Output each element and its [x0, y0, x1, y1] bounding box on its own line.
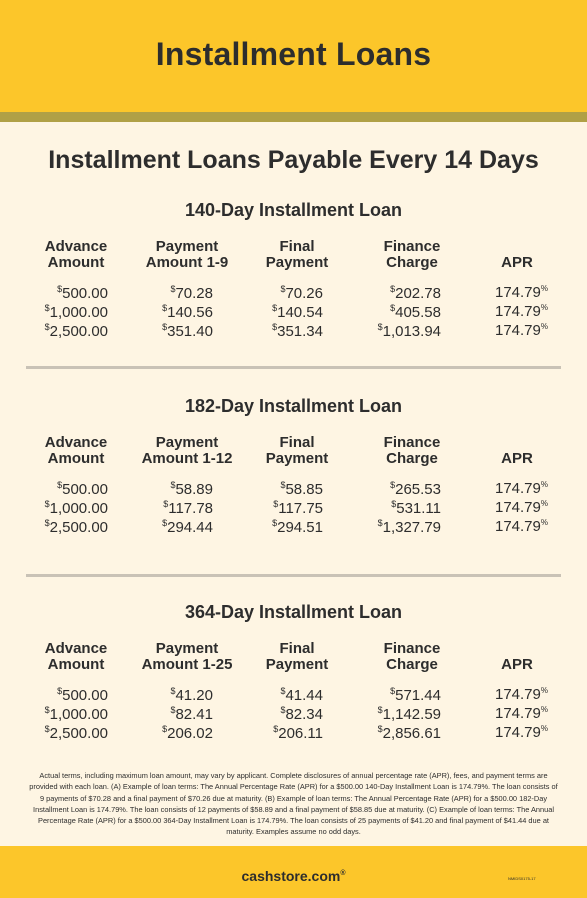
percent-symbol: % — [540, 499, 548, 508]
currency-symbol: $ — [280, 284, 286, 294]
currency-symbol: $ — [273, 724, 279, 734]
currency-symbol: $ — [44, 499, 50, 509]
percent-symbol: % — [540, 518, 548, 527]
cell-value: 70.26 — [285, 285, 323, 302]
section-divider — [26, 366, 561, 369]
section-divider — [26, 574, 561, 577]
currency-symbol: $ — [162, 724, 168, 734]
cell-value: 1,327.79 — [382, 519, 441, 536]
column-header-finance: Finance Charge — [383, 238, 441, 271]
cell-value: 500.00 — [62, 687, 108, 704]
column-header-payment: Payment Amount 1-25 — [141, 640, 233, 673]
cell-advance — [0, 514, 108, 537]
currency-symbol: $ — [377, 724, 383, 734]
currency-symbol: $ — [162, 322, 168, 332]
currency-symbol: $ — [170, 480, 176, 490]
currency-symbol: $ — [44, 303, 50, 313]
cell-value: 58.89 — [175, 481, 213, 498]
cell-value: 2,500.00 — [49, 323, 108, 340]
cell-value: 405.58 — [395, 304, 441, 321]
percent-symbol: % — [540, 686, 548, 695]
cell-value: 174.79 — [494, 724, 541, 741]
currency-symbol: $ — [170, 686, 176, 696]
column-header-apr: APR — [501, 254, 533, 271]
column-header-advance: Advance Amount — [44, 238, 108, 271]
cell-value: 174.79 — [494, 518, 541, 535]
disclosure-footnote: Actual terms, including maximum loan amount, may vary by applicant. Complete disclosures of annual percentage rate (APR), fees, and payment terms are provided with each loan. (A) Example of loan terms: The Annual Percentage Rate (APR) for a $500.00 140-Day Installment Loan is 174.79%. The loan consists of 9 payments of $70.28 and a final payment of $70.26 due at maturity. (B) Example of loan terms: The Annual Percentage Rate (APR) for a $500.00 182-Day Installment Loan is 174.79%. The loan consists of 12 payments of $58.89 and a final payment of $58.85 due at maturity. (C) Example of loan terms: The Annual Percentage Rate (APR) for a $500.00 364-Day Installment Loan is 174.79%. The loan consists of 25 payments of $41.20 and final payment of $41.44 due at maturity. Examples assume no odd days. — [29, 771, 558, 837]
cell-value: 41.44 — [285, 687, 323, 704]
cell-value: 294.51 — [277, 519, 323, 536]
cell-value: 174.79 — [494, 499, 541, 516]
loan-title: 182-Day Installment Loan — [184, 396, 403, 416]
column-header-advance: Advance Amount — [44, 640, 108, 673]
main-title: Installment Loans Payable Every 14 Days — [48, 146, 539, 174]
currency-symbol: $ — [170, 284, 176, 294]
currency-symbol: $ — [377, 322, 383, 332]
currency-symbol: $ — [390, 284, 396, 294]
cell-advance — [0, 318, 108, 341]
column-header-final: Final Payment — [265, 640, 329, 673]
cell-value: 500.00 — [62, 481, 108, 498]
cell-final — [213, 720, 323, 743]
currency-symbol: $ — [57, 686, 63, 696]
cell-value: 1,000.00 — [49, 500, 108, 517]
currency-symbol: $ — [162, 303, 168, 313]
currency-symbol: $ — [162, 518, 168, 528]
percent-symbol: % — [540, 322, 548, 331]
cell-value: 174.79 — [494, 322, 541, 339]
currency-symbol: $ — [272, 303, 278, 313]
percent-symbol: % — [540, 705, 548, 714]
cell-apr — [438, 514, 548, 536]
currency-symbol: $ — [44, 705, 50, 715]
cell-finance — [331, 318, 441, 341]
cell-value: 82.41 — [175, 706, 213, 723]
cell-value: 351.34 — [277, 323, 323, 340]
cell-apr — [438, 318, 548, 340]
currency-symbol: $ — [280, 686, 286, 696]
cell-value: 571.44 — [395, 687, 441, 704]
page-title: Installment Loans — [155, 35, 432, 72]
currency-symbol: $ — [390, 686, 396, 696]
cell-value: 2,500.00 — [49, 519, 108, 536]
currency-symbol: $ — [377, 518, 383, 528]
column-header-advance: Advance Amount — [44, 434, 108, 467]
cell-value: 1,013.94 — [382, 323, 441, 340]
percent-symbol: % — [540, 284, 548, 293]
cell-apr — [438, 720, 548, 742]
currency-symbol: $ — [273, 499, 279, 509]
cell-value: 531.11 — [396, 500, 441, 517]
currency-symbol: $ — [272, 518, 278, 528]
cell-value: 1,000.00 — [49, 706, 108, 723]
column-header-apr: APR — [501, 450, 533, 467]
cell-value: 174.79 — [494, 284, 541, 301]
cell-value: 1,142.59 — [382, 706, 441, 723]
column-header-finance: Finance Charge — [383, 640, 441, 673]
cell-value: 174.79 — [494, 303, 541, 320]
currency-symbol: $ — [390, 480, 396, 490]
cell-value: 265.53 — [395, 481, 441, 498]
percent-symbol: % — [540, 303, 548, 312]
cell-value: 351.40 — [167, 323, 213, 340]
cell-finance — [331, 720, 441, 743]
currency-symbol: $ — [170, 705, 176, 715]
currency-symbol: $ — [390, 303, 396, 313]
cell-advance — [0, 720, 108, 743]
form-code: NMIDS0175-17 — [508, 876, 536, 881]
currency-symbol: $ — [57, 480, 63, 490]
column-header-payment: Payment Amount 1-12 — [141, 434, 233, 467]
cell-value: 117.75 — [278, 500, 323, 517]
cell-value: 2,500.00 — [49, 725, 108, 742]
currency-symbol: $ — [272, 322, 278, 332]
cell-finance — [331, 514, 441, 537]
cell-value: 117.78 — [168, 500, 213, 517]
cell-value: 174.79 — [494, 705, 541, 722]
cell-final — [213, 318, 323, 341]
column-header-final: Final Payment — [265, 238, 329, 271]
cell-payment — [103, 514, 213, 537]
cell-final — [213, 514, 323, 537]
cell-value: 70.28 — [175, 285, 213, 302]
cell-payment — [103, 720, 213, 743]
cashstore-logo: cashstore.com® — [241, 868, 346, 884]
currency-symbol: $ — [57, 284, 63, 294]
top-banner — [0, 0, 587, 112]
column-header-final: Final Payment — [265, 434, 329, 467]
cell-value: 202.78 — [395, 285, 441, 302]
column-header-payment: Payment Amount 1-9 — [145, 238, 229, 271]
currency-symbol: $ — [280, 705, 286, 715]
cell-payment — [103, 318, 213, 341]
cell-value: 41.20 — [175, 687, 213, 704]
currency-symbol: $ — [44, 518, 50, 528]
currency-symbol: $ — [280, 480, 286, 490]
cell-value: 500.00 — [62, 285, 108, 302]
cell-value: 206.11 — [278, 725, 323, 742]
currency-symbol: $ — [44, 724, 50, 734]
cell-value: 174.79 — [494, 480, 541, 497]
cell-value: 294.44 — [167, 519, 213, 536]
cell-value: 58.85 — [285, 481, 323, 498]
cell-value: 82.34 — [285, 706, 323, 723]
cell-value: 2,856.61 — [382, 725, 441, 742]
cell-value: 1,000.00 — [49, 304, 108, 321]
column-header-finance: Finance Charge — [383, 434, 441, 467]
cell-value: 174.79 — [494, 686, 541, 703]
currency-symbol: $ — [163, 499, 169, 509]
percent-symbol: % — [540, 724, 548, 733]
cell-value: 140.54 — [277, 304, 323, 321]
cell-value: 206.02 — [167, 725, 213, 742]
cell-value: 140.56 — [167, 304, 213, 321]
header-stripe — [0, 112, 587, 122]
currency-symbol: $ — [44, 322, 50, 332]
percent-symbol: % — [540, 480, 548, 489]
column-header-apr: APR — [501, 656, 533, 673]
loan-title: 140-Day Installment Loan — [184, 200, 403, 220]
currency-symbol: $ — [377, 705, 383, 715]
loan-title: 364-Day Installment Loan — [184, 602, 403, 622]
currency-symbol: $ — [391, 499, 397, 509]
